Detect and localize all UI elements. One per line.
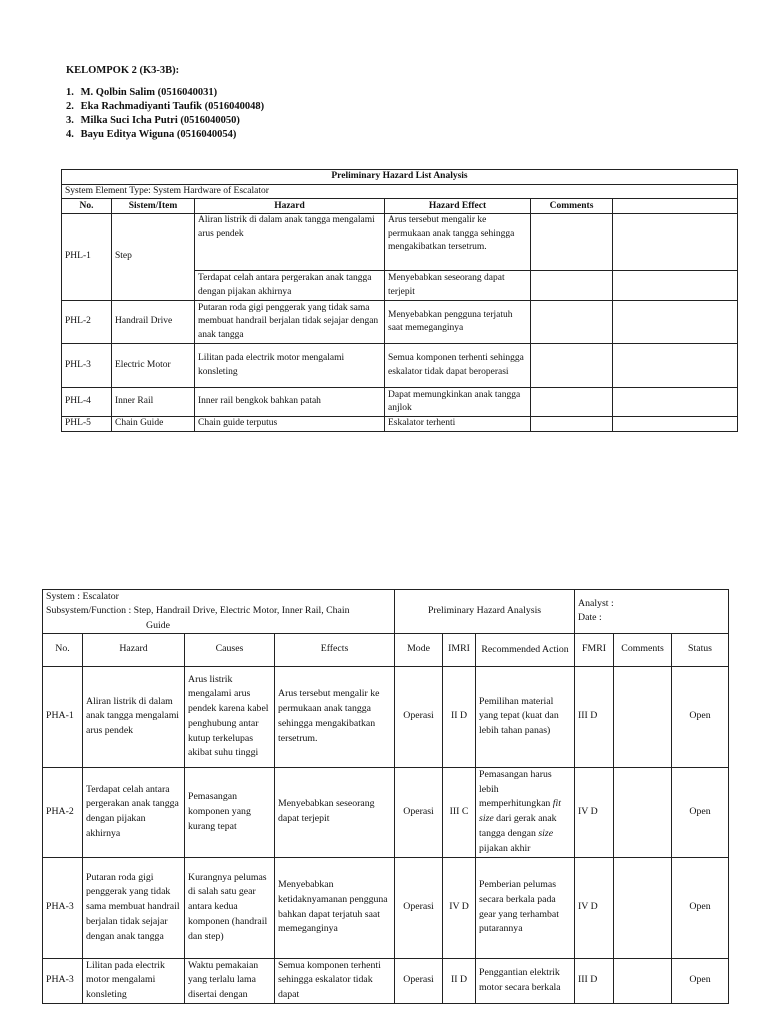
table-row: PHA-1 Aliran listrik di dalam anak tangga mengalami arus pendek Arus listrik mengalami arus pendek karena kabel penghubung antar kutup terkelupas akibat suhu tinggi Arus tersebut mengalir ke permukaan anak tangga sehingga mengakibatkan tersetrum. Operasi II D Pemilihan material yang tepat (kuat dan lebih tahan panas) III D Open — [43, 666, 729, 767]
column-header — [613, 199, 738, 214]
column-header: Comments — [531, 199, 613, 214]
column-header: Sistem/Item — [112, 199, 195, 214]
recommended-action: Pemasangan harus lebih memperhitungkan fit size dari gerak anak tangga dengan size pijakan akhir — [476, 767, 575, 857]
column-header: Status — [672, 633, 729, 666]
pha-header-row — [43, 633, 729, 666]
column-header: IMRI — [443, 633, 476, 666]
column-header: FMRI — [575, 633, 614, 666]
pha-system-info: System : Escalator Subsystem/Function : Step, Handrail Drive, Electric Motor, Inner Rail, Chain Guide — [43, 590, 395, 634]
preliminary-hazard-list-table — [61, 169, 738, 432]
member-item: 2. Eka Rachmadiyanti Taufik (0516040048) — [66, 101, 265, 112]
column-header: No. — [43, 633, 83, 666]
member-item: 4. Bayu Editya Wiguna (0516040054) — [66, 129, 237, 140]
table-row: PHA-2 Terdapat celah antara pergerakan anak tangga dengan pijakan akhirnya Pemasangan komponen yang kurang tepat Menyebabkan seseorang dapat terjepit Operasi III C Pemasangan harus lebih memperhitungkan fit size dari gerak anak tangga dengan size pijakan akhir IV D Open — [43, 767, 729, 857]
member-item: 3. Milka Suci Icha Putri (0516040050) — [66, 115, 240, 126]
column-header: Recommended Action — [476, 633, 575, 666]
pha-analyst-date: Analyst : Date : — [575, 590, 729, 634]
preliminary-hazard-analysis-table — [42, 589, 729, 1004]
pha-title: Preliminary Hazard Analysis — [395, 590, 575, 634]
column-header: Comments — [614, 633, 672, 666]
column-header: Hazard Effect — [385, 199, 531, 214]
column-header: Causes — [185, 633, 275, 666]
phl-title: Preliminary Hazard List Analysis — [62, 170, 738, 185]
column-header: Mode — [395, 633, 443, 666]
column-header: No. — [62, 199, 112, 214]
member-item: 1. M. Qolbin Salim (0516040031) — [66, 87, 218, 98]
group-title: KELOMPOK 2 (K3-3B): — [66, 65, 180, 76]
table-row: PHL-3 Electric Motor Lilitan pada electrik motor mengalami konsleting Semua komponen terhenti sehingga eskalator tidak dapat beroperasi — [62, 344, 738, 388]
column-header: Hazard — [83, 633, 185, 666]
pha-system-row — [43, 590, 729, 634]
table-row: PHL-2 Handrail Drive Putaran roda gigi penggerak yang tidak sama membuat handrail berjalan tidak sejajar dengan anak tangga Menyebabkan pengguna terjatuh saat memeganginya — [62, 301, 738, 344]
table-row: PHL-5 Chain Guide Chain guide terputus Eskalator terhenti — [62, 417, 738, 432]
table-row: PHL-4 Inner Rail Inner rail bengkok bahkan patah Dapat memungkinkan anak tangga anjlok — [62, 388, 738, 417]
table-row: PHA-3 Lilitan pada electrik motor mengalami konsleting Waktu pemakaian yang terlalu lama disertai dengan Semua komponen terhenti sehingga eskalator tidak dapat Operasi II D Penggantian elektrik motor secara berkala III D Open — [43, 958, 729, 1003]
group-header — [66, 64, 264, 142]
phl-element-type: System Element Type: System Hardware of Escalator — [62, 184, 738, 199]
member-list — [66, 86, 264, 142]
table-row: PHA-3 Putaran roda gigi penggerak yang tidak sama membuat handrail berjalan tidak sejajar dengan anak tangga Kurangnya pelumas di salah satu gear antara kedua komponen (handrail dan step) Menyebabkan ketidaknyamanan pengguna bahkan dapat terjatuh saat memeganginya Operasi IV D Pemberian pelumas secara berkala pada gear yang terhambat putarannya IV D Open — [43, 857, 729, 958]
table-row: PHL-1 Step Aliran listrik di dalam anak tangga mengalami arus pendek Arus tersebut mengalir ke permukaan anak tangga sehingga mengakibatkan tersetrum. — [62, 214, 738, 271]
column-header: Effects — [275, 633, 395, 666]
table-row: Terdapat celah antara pergerakan anak tangga dengan pijakan akhirnya Menyebabkan seseorang dapat terjepit — [62, 271, 738, 301]
column-header: Hazard — [195, 199, 385, 214]
